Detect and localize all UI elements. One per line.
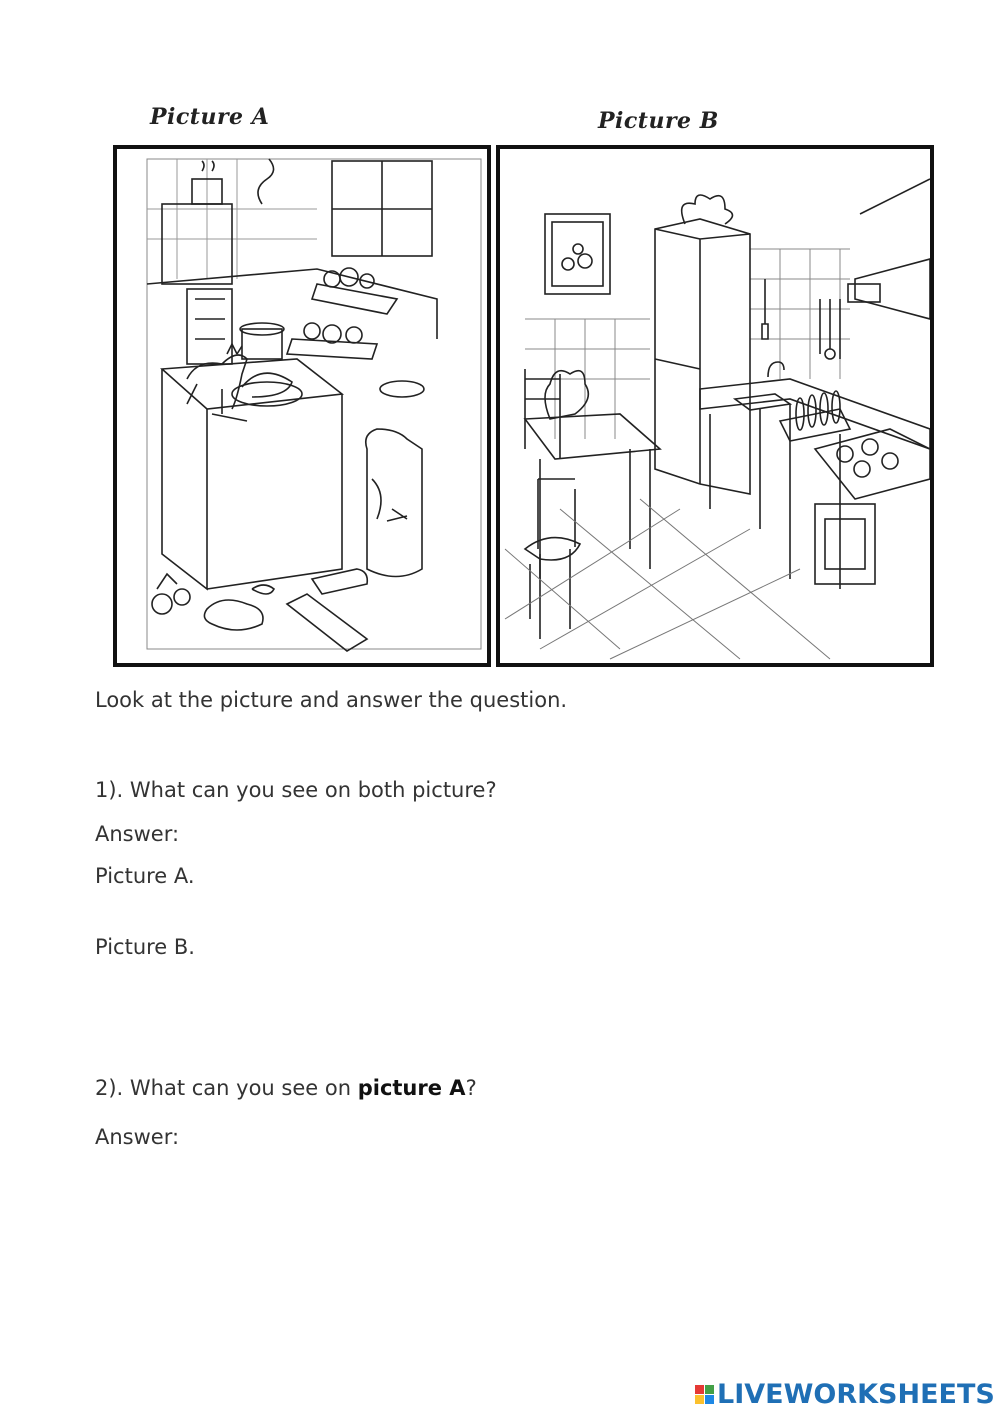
logo-square-2 [705, 1385, 714, 1394]
logo-square-3 [695, 1395, 704, 1404]
picture-b-title: Picture B [598, 108, 719, 134]
question-1: 1). What can you see on both picture? [95, 778, 497, 802]
picture-b-frame [496, 145, 934, 667]
picture-a-frame [113, 145, 491, 667]
liveworksheets-logo[interactable] [695, 1378, 995, 1410]
question-1-picture-b-line: Picture B. [95, 935, 195, 959]
tidy-kitchen-illustration [500, 149, 930, 663]
question-2-text-after: ? [465, 1076, 477, 1100]
logo-square-4 [705, 1395, 714, 1404]
logo-mark-icon [695, 1385, 714, 1404]
question-1-picture-a-line: Picture A. [95, 864, 195, 888]
question-2-text-before: 2). What can you see on [95, 1076, 358, 1100]
logo-square-1 [695, 1385, 704, 1394]
instruction-text: Look at the picture and answer the question. [95, 688, 568, 712]
picture-a-title: Picture A [150, 104, 270, 130]
question-2-answer-label: Answer: [95, 1125, 180, 1149]
logo-text: LIVEWORKSHEETS [717, 1378, 995, 1410]
question-2-bold-text: picture A [357, 1076, 466, 1100]
question-1-answer-label: Answer: [95, 822, 180, 846]
question-2 [95, 1076, 477, 1100]
messy-kitchen-illustration [117, 149, 487, 663]
